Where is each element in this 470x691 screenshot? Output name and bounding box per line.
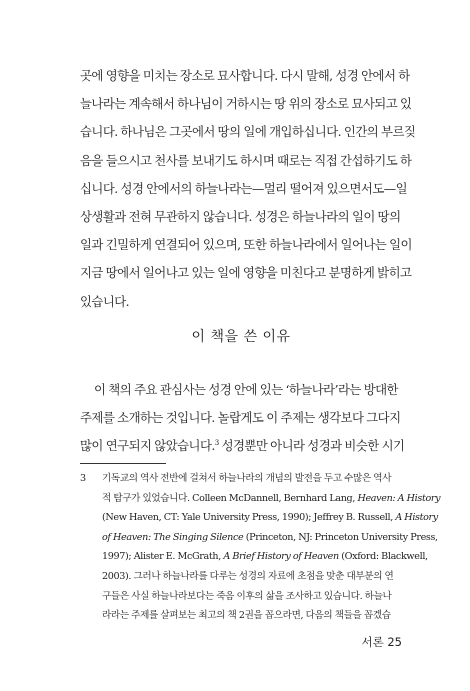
footnote xyxy=(80,469,441,626)
footnote-text: 1997); Alister E. McGrath, xyxy=(102,551,224,563)
intro-line: 주제를 소개하는 것입니다. 놀랍게도 이 주제는 생각보다 그다지 xyxy=(80,410,401,426)
footer-section-name: 서론 xyxy=(361,635,384,649)
footnote-text: 적 탐구가 있었습니다. Colleen McDannell, Bernhard Lang, xyxy=(102,492,358,504)
book-title: Heaven: A History xyxy=(357,492,441,504)
footnote-line: 라라는 주제를 살펴보는 최고의 책 2권을 꼽으라면, 다음의 책들을 꼽겠습 xyxy=(102,610,391,622)
book-title: A History xyxy=(395,512,438,524)
intro-line xyxy=(80,432,405,460)
footnote-line xyxy=(80,528,438,548)
running-footer xyxy=(300,634,402,650)
footnote-number: 3 xyxy=(80,473,86,484)
body-line: 늘나라는 계속해서 하나님이 거하시는 땅 위의 장소로 묘사되고 있 xyxy=(80,96,412,112)
body-line: 지금 땅에서 일어나고 있는 일에 영향을 미친다고 분명하게 밝히고 xyxy=(80,265,412,281)
intro-line-text: 많이 연구되지 않았습니다. xyxy=(80,438,215,454)
body-line: 일과 긴밀하게 연결되어 있으며, 또한 하늘나라에서 일어나는 일이 xyxy=(80,237,412,253)
footnote-reference[interactable]: 3 xyxy=(214,439,219,448)
body-paragraph xyxy=(80,62,416,316)
footnote-line xyxy=(80,489,441,509)
body-line: 습니다. 하나님은 그곳에서 땅의 일에 개입하십니다. 인간의 부르짖 xyxy=(80,124,416,140)
book-title: A Brief History of Heaven xyxy=(223,551,339,563)
footnote-line: 구들은 사실 하늘나라보다는 죽음 이후의 삶을 조사하고 있습니다. 하늘나 xyxy=(102,590,392,602)
footnote-line: 기독교의 역사 전반에 걸쳐서 하늘나라의 개념의 발전을 두고 수많은 역사 xyxy=(102,473,392,484)
footnote-line xyxy=(80,508,438,528)
intro-line: 이 책의 주요 관심사는 성경 안에 있는 ‘하늘나라’라는 방대한 xyxy=(94,382,398,397)
page-number: 25 xyxy=(387,635,402,649)
body-line: 음을 들으시고 천사를 보내기도 하시며 때로는 직접 간섭하기도 하 xyxy=(80,152,412,168)
body-line: 상생활과 전혀 무관하지 않습니다. 성경은 하늘나라의 일이 땅의 xyxy=(80,209,401,225)
body-line: 있습니다. xyxy=(80,293,130,309)
body-line: 곳에 영향을 미치는 장소로 묘사합니다. 다시 말해, 성경 안에서 하 xyxy=(80,68,410,83)
footnote-text: (Princeton, NJ: Princeton University Press, xyxy=(243,531,438,543)
section-heading: 이 책을 쓴 이유 xyxy=(191,329,291,345)
book-title: of Heaven: The Singing Silence xyxy=(102,531,244,543)
body-line: 십니다. 성경 안에서의 하늘나라는—멀리 떨어져 있으면서도—일 xyxy=(80,180,407,196)
intro-line-text: 성경뿐만 아니라 성경과 비슷한 시기 xyxy=(221,438,405,454)
footnote-divider xyxy=(80,463,166,464)
intro-paragraph xyxy=(80,376,405,461)
footnote-text: (New Haven, CT: Yale University Press, 1990); Jeffrey B. Russell, xyxy=(102,512,396,524)
footnote-line: 2003). 그러나 하늘나라를 다루는 성경의 자료에 초점을 맞춘 대부분의 연 xyxy=(102,570,394,582)
footnote-line xyxy=(80,547,428,567)
footnote-text: (Oxford: Blackwell, xyxy=(338,551,428,563)
